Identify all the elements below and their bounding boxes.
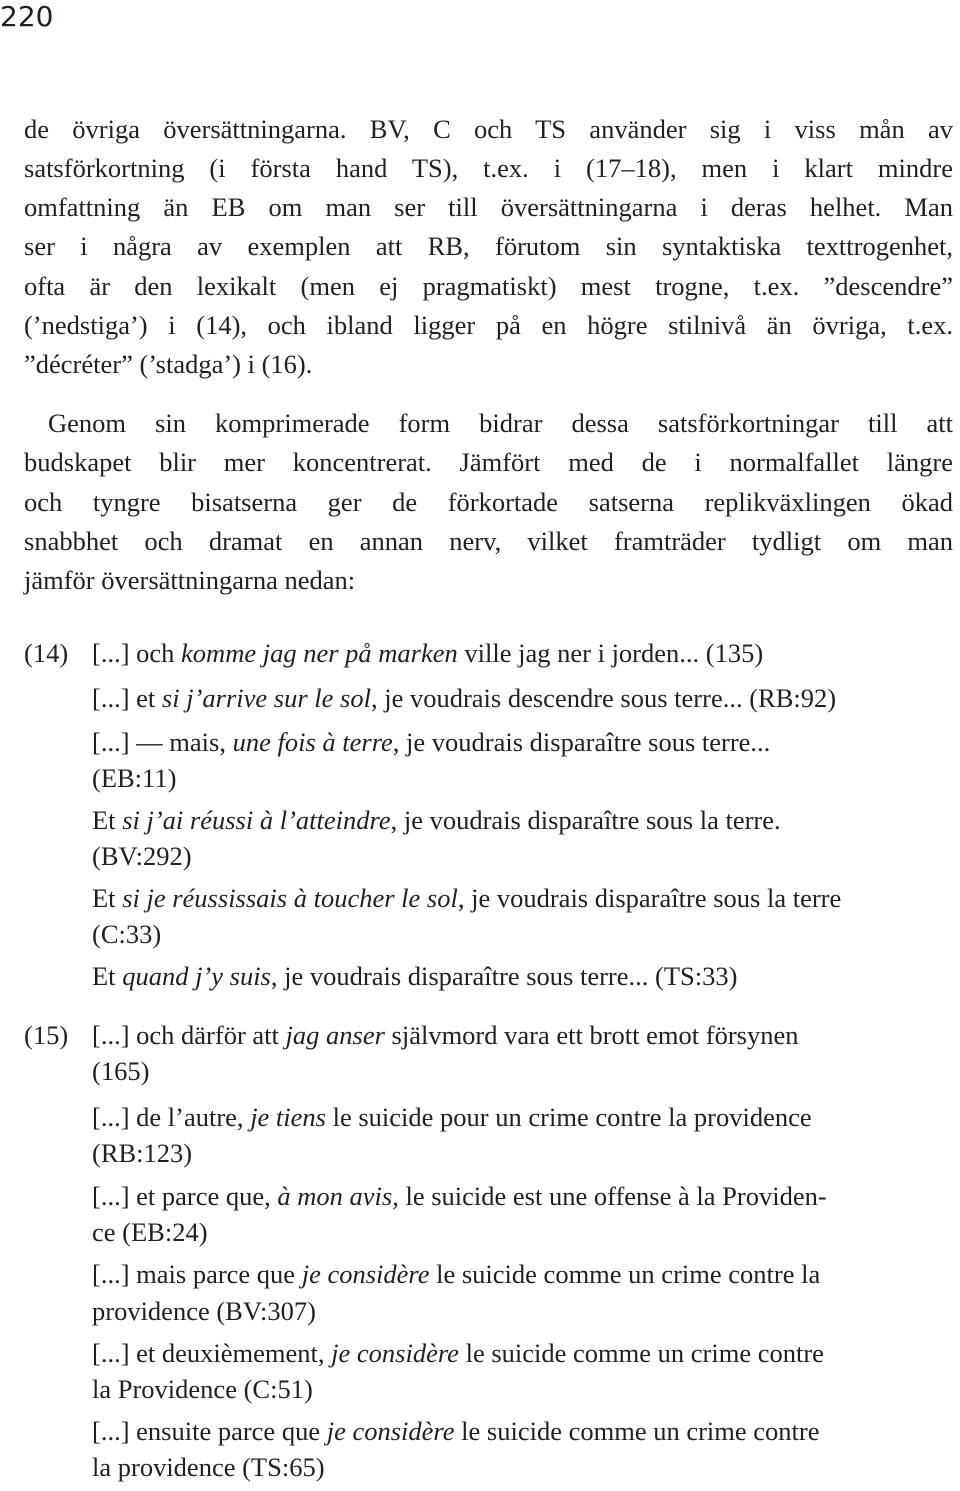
text-line: och tyngre bisatserna ger de förkortade satserna replikväxlingen ökad — [24, 487, 953, 517]
example-italic-text: à mon avis, — [277, 1181, 399, 1211]
text-line: ofta är den lexikalt (men ej pragmatiskt) mest trogne, t.ex. ”descendre” — [24, 271, 953, 301]
example-text: Et — [92, 961, 123, 991]
example-line — [92, 1177, 827, 1215]
example-line — [92, 837, 192, 875]
example-text: (RB:123) — [92, 1138, 193, 1168]
example-line — [92, 915, 161, 953]
example-italic-text: si j’arrive sur le sol — [161, 683, 371, 713]
text-line: snabbhet och dramat en annan nerv, vilket framträder tydligt om man — [24, 526, 953, 556]
example-text: le suicide comme un crime contre — [458, 1338, 824, 1368]
example-text: le suicide comme un crime contre — [454, 1416, 820, 1446]
example-line — [92, 1134, 192, 1172]
example-italic-text: je tiens — [250, 1102, 326, 1132]
example-italic-text: komme jag ner på marken — [181, 638, 458, 668]
example-line — [92, 957, 737, 995]
example-line — [92, 1334, 824, 1372]
example-line — [92, 1448, 325, 1486]
example-text: , je voudrais disparaître sous terre... (TS:33) — [270, 961, 738, 991]
text-line: budskapet blir mer koncentrerat. Jämfört med de i normalfallet längre — [24, 447, 953, 477]
text-line: Genom sin komprimerade form bidrar dessa satsförkortningar till att — [48, 408, 953, 438]
example-text: [...] mais parce que — [92, 1259, 302, 1289]
example-italic-text: quand j’y suis — [122, 961, 271, 991]
example-line — [92, 1255, 820, 1293]
example-line — [92, 1098, 812, 1136]
example-line — [92, 1016, 798, 1054]
text-line: de övriga översättningarna. BV, C och TS använder sig i viss mån av — [24, 114, 953, 144]
text-line: omfattning än EB om man ser till översättningarna i deras helhet. Man — [24, 192, 953, 222]
example-line — [92, 679, 836, 717]
text-line: ser i några av exemplen att RB, förutom sin syntaktiska texttrogenhet, — [24, 231, 953, 261]
example-text: le suicide est une offense à la Providen- — [398, 1181, 827, 1211]
example-text: la Providence (C:51) — [92, 1374, 313, 1404]
example-text: [...] och — [92, 638, 182, 668]
example-text: Et — [92, 805, 123, 835]
example-text: självmord vara ett brott emot försynen — [384, 1020, 799, 1050]
example-line — [92, 723, 770, 761]
example-line — [92, 1412, 820, 1450]
example-text: [...] et deuxièmement, — [92, 1338, 332, 1368]
example-line — [92, 759, 176, 797]
example-text: le suicide pour un crime contre la providence — [326, 1102, 812, 1132]
text-line: jämför översättningarna nedan: — [24, 565, 356, 595]
example-text: [...] och därför att — [92, 1020, 286, 1050]
example-italic-text: si je réussissais à toucher le sol — [122, 883, 458, 913]
example-italic-text: une fois à terre — [232, 727, 393, 757]
example-text: [...] — mais, — [92, 727, 233, 757]
example-text: le suicide comme un crime contre la — [429, 1259, 821, 1289]
example-text: [...] ensuite parce que — [92, 1416, 327, 1446]
example-line — [92, 634, 763, 672]
example-text: (BV:292) — [92, 841, 192, 871]
text-line: (’nedstiga’) i (14), och ibland ligger på en högre stilnivå än övriga, t.ex. — [24, 310, 953, 340]
example-line — [92, 1292, 316, 1330]
example-text: ce (EB:24) — [92, 1217, 208, 1247]
example-text: [...] de l’autre, — [92, 1102, 251, 1132]
page-number: 220 — [0, 0, 54, 33]
example-text: ville jag ner i jorden... (135) — [457, 638, 764, 668]
example-italic-text: je considère — [331, 1338, 459, 1368]
example-number: (15) — [24, 1020, 69, 1050]
example-text: (EB:11) — [92, 763, 177, 793]
example-line — [92, 1370, 313, 1408]
example-text: providence (BV:307) — [92, 1296, 316, 1326]
example-line — [92, 1052, 149, 1090]
example-text: (C:33) — [92, 919, 162, 949]
example-text: Et — [92, 883, 123, 913]
example-text: , je voudrais disparaître sous terre... — [392, 727, 771, 757]
example-text: [...] et — [92, 683, 162, 713]
example-italic-text: si j’ai réussi à l’atteindre — [122, 805, 391, 835]
text-line: satsförkortning (i första hand TS), t.ex. i (17–18), men i klart mindre — [24, 153, 953, 183]
example-line — [92, 879, 841, 917]
example-italic-text: je considère — [326, 1416, 455, 1446]
example-line — [92, 801, 781, 839]
example-text: la providence (TS:65) — [92, 1452, 325, 1482]
example-number: (14) — [24, 638, 69, 668]
example-text: (165) — [92, 1056, 150, 1086]
example-line — [92, 1213, 208, 1251]
example-text: [...] et parce que, — [92, 1181, 278, 1211]
example-italic-text: jag anser — [285, 1020, 385, 1050]
text-line: ”décréter” (’stadga’) i (16). — [24, 349, 313, 379]
example-text: , je voudrais descendre sous terre... (RB:92) — [370, 683, 837, 713]
example-text: , je voudrais disparaître sous la terre — [457, 883, 842, 913]
example-italic-text: je considère — [301, 1259, 430, 1289]
example-text: , je voudrais disparaître sous la terre. — [390, 805, 781, 835]
